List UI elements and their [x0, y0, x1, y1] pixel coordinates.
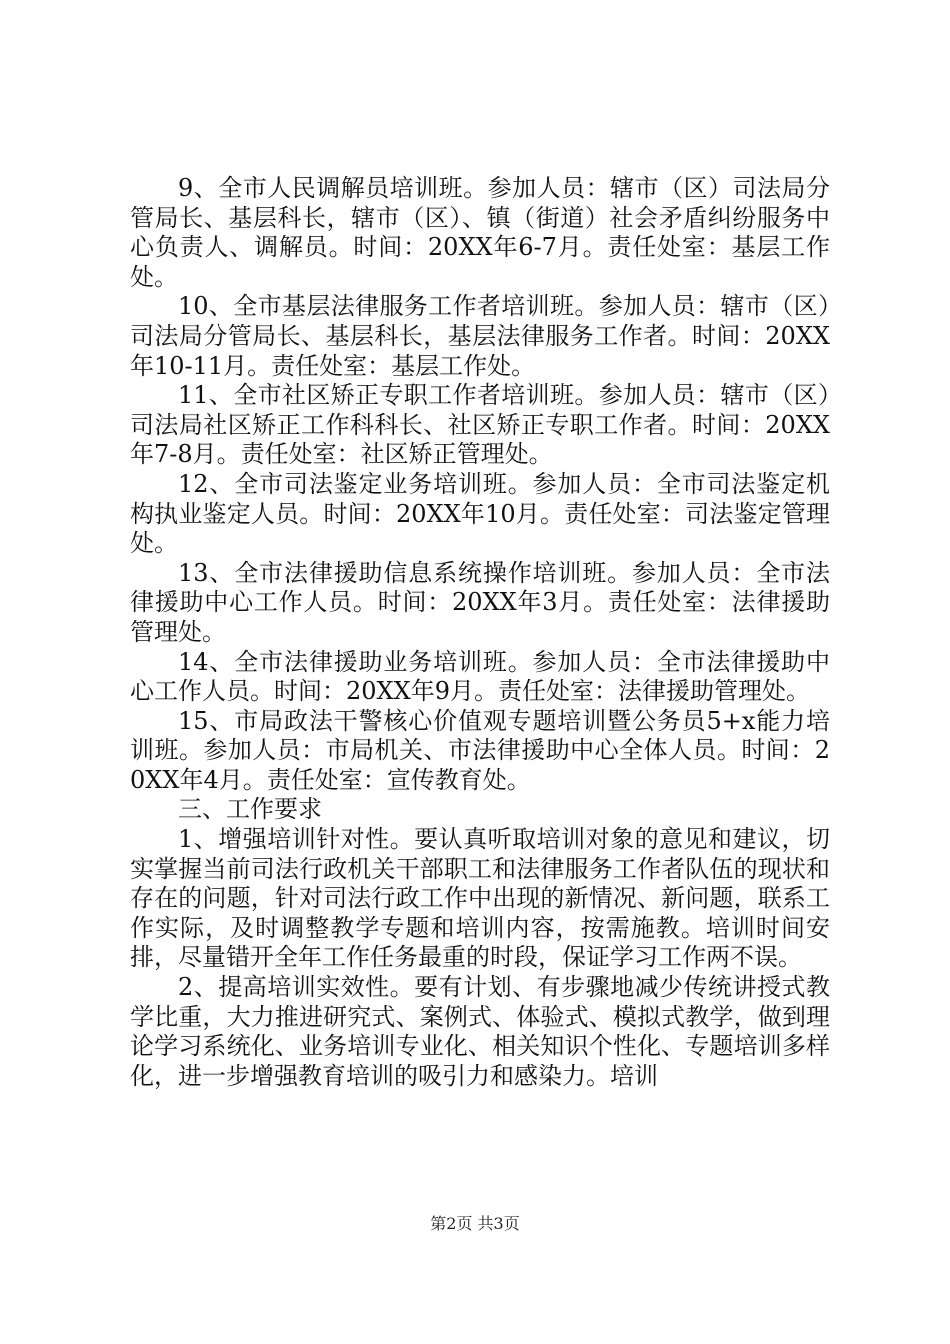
paragraph-item-14: 14、全市法律援助业务培训班。参加人员：全市法律援助中心工作人员。时间：20XX年9月。责任处室：法律援助管理处。: [130, 647, 830, 706]
paragraph-item-13: 13、全市法律援助信息系统操作培训班。参加人员：全市法律援助中心工作人员。时间：20XX年3月。责任处室：法律援助管理处。: [130, 558, 830, 646]
document-body: [130, 174, 830, 1091]
page-footer: [0, 1214, 950, 1234]
paragraph-requirement-1: 1、增强培训针对性。要认真听取培训对象的意见和建议，切实掌握当前司法行政机关干部职工和法律服务工作者队伍的现状和存在的问题，针对司法行政工作中出现的新情况、新问题，联系工作实际，及时调整教学专题和培训内容，按需施教。培训时间安排，尽量错开全年工作任务最重的时段，保证学习工作两不误。: [130, 825, 830, 972]
section-heading-work-requirements: 三、工作要求: [178, 795, 322, 824]
paragraph-item-12: 12、全市司法鉴定业务培训班。参加人员：全市司法鉴定机构执业鉴定人员。时间：20XX年10月。责任处室：司法鉴定管理处。: [130, 469, 830, 558]
paragraph-item-15: 15、市局政法干警核心价值观专题培训暨公务员5+x能力培训班。参加人员：市局机关、市法律援助中心全体人员。时间：20XX年4月。责任处室：宣传教育处。: [130, 706, 830, 794]
paragraph-item-11: 11、全市社区矫正专职工作者培训班。参加人员：辖市（区）司法局社区矫正工作科科长、社区矫正专职工作者。时间：20XX年7-8月。责任处室：社区矫正管理处。: [130, 381, 830, 469]
paragraph-item-9: 9、全市人民调解员培训班。参加人员：辖市（区）司法局分管局长、基层科长，辖市（区）、镇（街道）社会矛盾纠纷服务中心负责人、调解员。时间：20XX年6-7月。责任处室：基层工作处。: [130, 174, 830, 291]
paragraph-item-10: 10、全市基层法律服务工作者培训班。参加人员：辖市（区）司法局分管局长、基层科长，基层法律服务工作者。时间：20XX年10-11月。责任处室：基层工作处。: [130, 292, 830, 380]
paragraph-requirement-2: 2、提高培训实效性。要有计划、有步骤地减少传统讲授式教学比重，大力推进研究式、案例式、体验式、模拟式教学，做到理论学习系统化、业务培训专业化、相关知识个性化、专题培训多样化，进一步增强教育培训的吸引力和感染力。培训: [130, 973, 830, 1090]
page-number-label: 第2页 共3页: [430, 1214, 520, 1233]
